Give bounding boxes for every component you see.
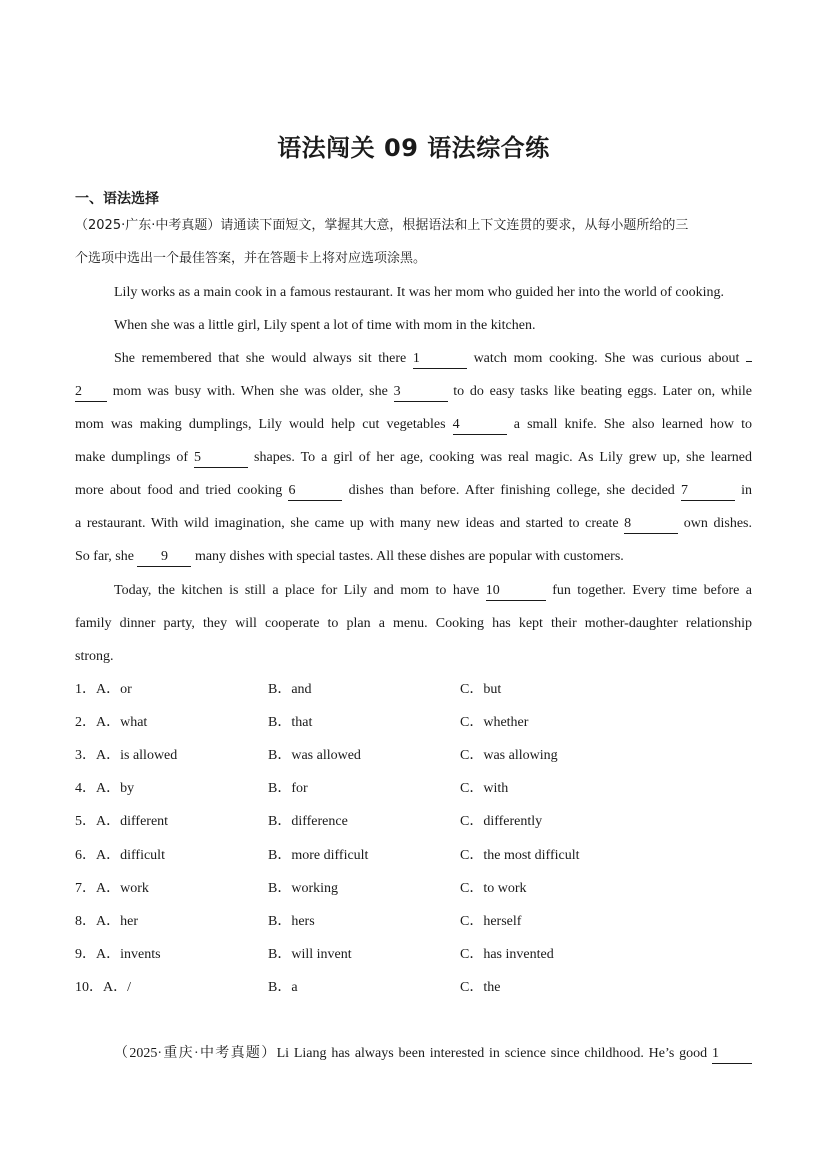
option-a: 8．A．her bbox=[75, 914, 138, 929]
option-a: 3．A．is allowed bbox=[75, 748, 178, 763]
blank-10: 10 bbox=[486, 582, 546, 601]
option-b: B．difference bbox=[268, 814, 348, 829]
option-a: 1．A．or bbox=[75, 682, 132, 697]
option-b: B．working bbox=[268, 881, 338, 896]
page-title: 语法闯关 09 语法综合练 bbox=[277, 134, 550, 162]
option-row bbox=[75, 805, 755, 838]
blank-8: 8 bbox=[624, 515, 678, 534]
instructions-line-2: 个选项中选出一个最佳答案，并在答题卡上将对应选项涂黑。 bbox=[75, 251, 427, 266]
passage-text: （2025·重庆·中考真题）Li Liang has always been interested in science since childhood. He’s good bbox=[114, 1046, 708, 1061]
passage-line bbox=[75, 375, 752, 408]
option-b: B．hers bbox=[268, 914, 315, 929]
blank-4: 4 bbox=[453, 416, 507, 435]
passage-text: more about food and tried cooking bbox=[75, 483, 283, 498]
option-c: C．whether bbox=[460, 715, 529, 730]
option-a: 6．A．difficult bbox=[75, 848, 165, 863]
passage-line bbox=[75, 474, 752, 507]
passage-line bbox=[75, 507, 752, 540]
option-c: C．was allowing bbox=[460, 748, 558, 763]
blank-1: 1 bbox=[413, 350, 467, 369]
option-row bbox=[75, 739, 755, 772]
option-c: C．has invented bbox=[460, 947, 554, 962]
section-heading: 一、语法选择 bbox=[75, 191, 159, 207]
passage-line bbox=[75, 540, 752, 573]
passage-text: She remembered that she would always sit there bbox=[114, 351, 407, 366]
passage-line: family dinner party, they will cooperate to plan a menu. Cooking has kept their mother-daughter relationship bbox=[75, 616, 752, 631]
passage-text: make dumplings of bbox=[75, 450, 189, 465]
passage-text: Today, the kitchen is still a place for Lily and mom to have bbox=[114, 583, 480, 598]
option-b: B．that bbox=[268, 715, 313, 730]
passage-text: So far, she bbox=[75, 549, 134, 564]
next-passage-line bbox=[114, 1037, 752, 1070]
option-c: C．to work bbox=[460, 881, 527, 896]
option-a: 10．A．/ bbox=[75, 980, 131, 995]
passage-line bbox=[114, 574, 752, 607]
option-row bbox=[75, 772, 755, 805]
option-b: B．a bbox=[268, 980, 298, 995]
option-row bbox=[75, 673, 755, 706]
blank-7: 7 bbox=[681, 482, 735, 501]
next-blank-1: 1 bbox=[712, 1045, 752, 1064]
option-c: C．differently bbox=[460, 814, 543, 829]
passage-text: fun together. Every time before a bbox=[552, 583, 753, 598]
option-c: C．with bbox=[460, 781, 509, 796]
option-a: 5．A．different bbox=[75, 814, 169, 829]
option-c: C．herself bbox=[460, 914, 522, 929]
blank-3: 3 bbox=[394, 383, 448, 402]
option-a: 9．A．invents bbox=[75, 947, 161, 962]
passage-text: a small knife. She also learned how to bbox=[513, 417, 753, 432]
option-b: B．was allowed bbox=[268, 748, 361, 763]
option-a: 2．A．what bbox=[75, 715, 148, 730]
option-row bbox=[75, 706, 755, 739]
passage-text: a restaurant. With wild imagination, she came up with many new ideas and started to create bbox=[75, 516, 619, 531]
passage-text: mom was making dumplings, Lily would help cut vegetables bbox=[75, 417, 446, 432]
blank-6: 6 bbox=[288, 482, 342, 501]
option-row bbox=[75, 839, 755, 872]
option-b: B．for bbox=[268, 781, 308, 796]
option-c: C．but bbox=[460, 682, 502, 697]
passage-text: many dishes with special tastes. All these dishes are popular with customers. bbox=[194, 549, 624, 564]
blank-9: 9 bbox=[137, 548, 191, 567]
option-row bbox=[75, 872, 755, 905]
blank-5: 5 bbox=[194, 449, 248, 468]
option-b: B．and bbox=[268, 682, 312, 697]
option-b: B．will invent bbox=[268, 947, 352, 962]
option-c: C．the most difficult bbox=[460, 848, 580, 863]
passage-line bbox=[114, 342, 752, 375]
passage-text: shapes. To a girl of her age, cooking was real magic. As Lily grew up, she learned bbox=[254, 450, 752, 465]
option-a: 4．A．by bbox=[75, 781, 135, 796]
option-row bbox=[75, 938, 755, 971]
passage-line bbox=[75, 441, 752, 474]
passage-line bbox=[75, 408, 752, 441]
passage-text: in bbox=[741, 483, 753, 498]
passage-line: Lily works as a main cook in a famous restaurant. It was her mom who guided her into the world of cooking. bbox=[114, 285, 725, 300]
passage-text: to do easy tasks like beating eggs. Later on, while bbox=[453, 384, 753, 399]
option-c: C．the bbox=[460, 980, 501, 995]
passage-line: When she was a little girl, Lily spent a lot of time with mom in the kitchen. bbox=[114, 318, 536, 333]
blank-2: 2 bbox=[75, 383, 107, 402]
instructions-line-1: （2025·广东·中考真题）请通读下面短文，掌握其大意，根据语法和上下文连贯的要求，从每小题所给的三 bbox=[75, 218, 689, 233]
option-row bbox=[75, 905, 755, 938]
option-a: 7．A．work bbox=[75, 881, 149, 896]
passage-text: own dishes. bbox=[683, 516, 752, 531]
option-b: B．more difficult bbox=[268, 848, 369, 863]
passage-text: watch mom cooking. She was curious about bbox=[473, 351, 740, 366]
passage-line: strong. bbox=[75, 649, 114, 664]
option-row bbox=[75, 971, 755, 1004]
passage-text: mom was busy with. When she was older, she bbox=[112, 384, 388, 399]
passage-text: dishes than before. After finishing college, she decided bbox=[348, 483, 675, 498]
blank-2-start bbox=[746, 343, 752, 362]
